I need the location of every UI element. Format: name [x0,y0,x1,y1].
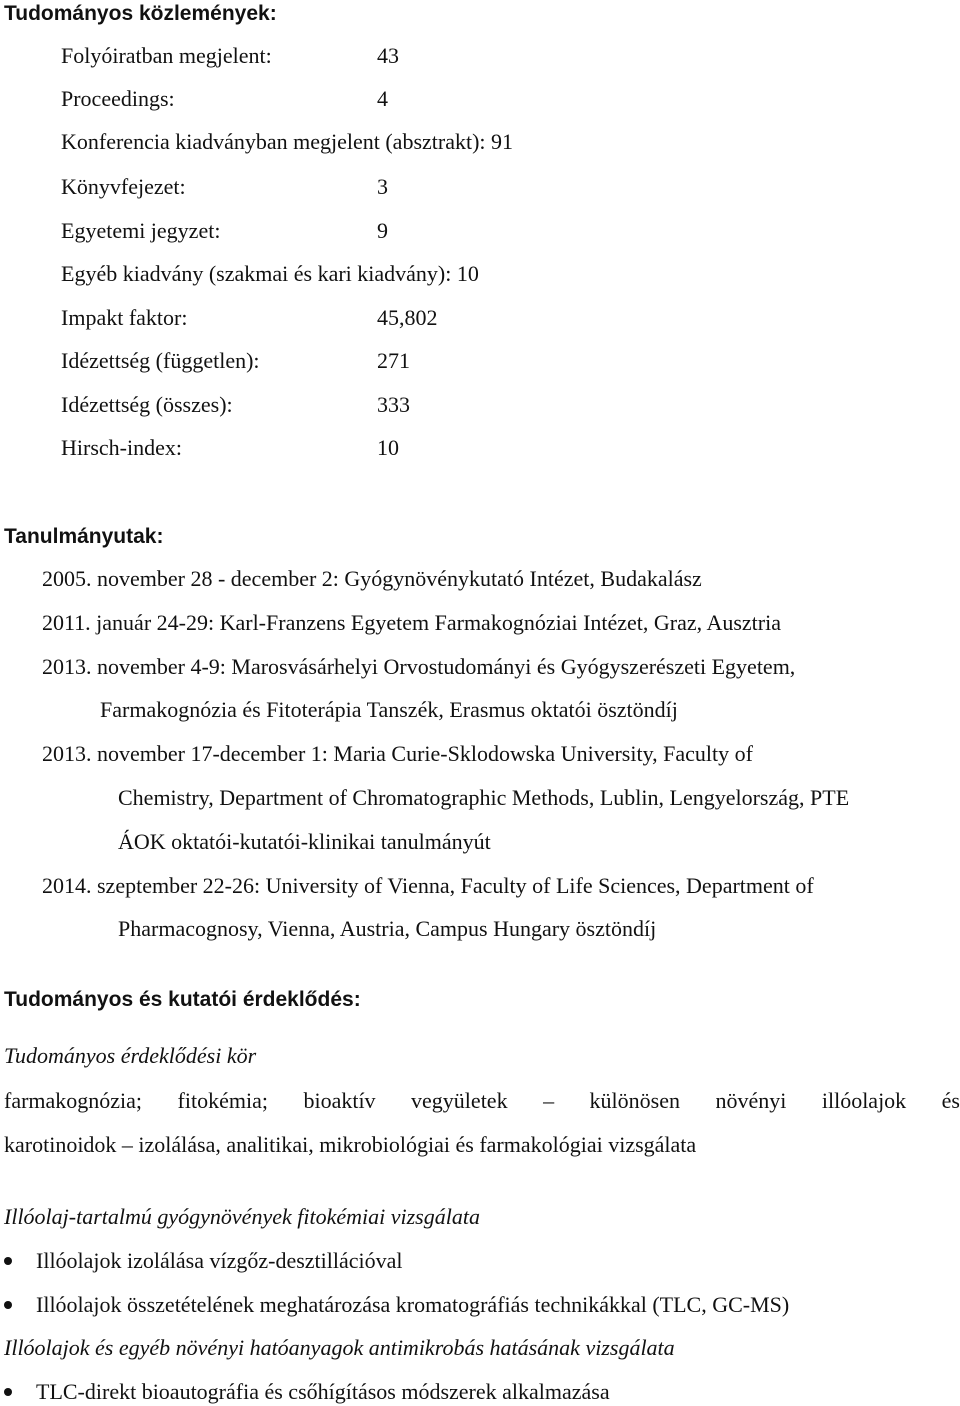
bullet-dot-icon [4,1257,12,1265]
interests-line-1 [4,1090,960,1112]
bullet-text-3: TLC-direkt bioautográfia és csőhígításos módszerek alkalmazása [36,1379,610,1404]
pub-value-7: 45,802 [377,305,438,330]
study-trip-line-5: 2013. november 17-december 1: Maria Curie-Sklodowska University, Faculty of [42,741,753,766]
study-trips-heading: Tanulmányutak: [4,525,164,548]
study-trip-line-6: Chemistry, Department of Chromatographic Methods, Lublin, Lengyelország, PTE [118,785,850,810]
interests-subheading-3: Illóolajok és egyéb növényi hatóanyagok antimikrobás hatásának vizsgálata [4,1335,675,1360]
interests-line-2: karotinoidok – izolálása, analitikai, mikrobiológiai és farmakológiai vizsgálata [4,1132,697,1157]
interests-subheading-1: Tudományos érdeklődési kör [4,1043,257,1068]
study-trip-line-9: Pharmacognosy, Vienna, Austria, Campus Hungary ösztöndíj [118,916,657,941]
study-trip-line-1: 2005. november 28 - december 2: Gyógynövénykutató Intézet, Budakalász [42,566,702,591]
pub-value-2: 4 [377,86,388,111]
bullet-dot-icon [4,1388,12,1396]
interest-word-9: és [941,1088,960,1113]
publications-heading: Tudományos közlemények: [4,2,277,25]
interests-heading: Tudományos és kutatói érdeklődés: [4,988,361,1011]
pub-value-10: 10 [377,435,399,460]
pub-value-4: 3 [377,174,388,199]
bullet-item-3 [4,1381,610,1403]
bullet-dot-icon [4,1301,12,1309]
pub-label-2: Proceedings: [61,86,175,111]
pub-label-6: Egyéb kiadvány (szakmai és kari kiadvány): 10 [61,261,479,286]
study-trip-line-8: 2014. szeptember 22-26: University of Vienna, Faculty of Life Sciences, Department of [42,873,814,898]
pub-label-4: Könyvfejezet: [61,174,186,199]
interests-subheading-2: Illóolaj-tartalmú gyógynövények fitokémiai vizsgálata [4,1204,480,1229]
pub-label-9: Idézettség (összes): [61,392,233,417]
interest-word-2: fitokémia; [177,1088,268,1113]
pub-label-8: Idézettség (független): [61,348,260,373]
interest-word-1: farmakognózia; [4,1088,143,1113]
pub-label-1: Folyóiratban megjelent: [61,43,272,68]
pub-label-3: Konferencia kiadványban megjelent (absztrakt): 91 [61,129,514,154]
study-trip-line-4: Farmakognózia és Fitoterápia Tanszék, Erasmus oktatói ösztöndíj [100,697,678,722]
pub-label-10: Hirsch-index: [61,435,182,460]
interest-word-4: vegyületek [411,1088,508,1113]
bullet-item-1 [4,1250,403,1272]
pub-value-8: 271 [377,348,410,373]
bullet-text-1: Illóolajok izolálása vízgőz-desztillációval [36,1248,403,1273]
study-trip-line-7: ÁOK oktatói-kutatói-klinikai tanulmányút [118,829,491,854]
pub-value-1: 43 [377,43,399,68]
interest-word-7: növényi [715,1088,787,1113]
pub-label-7: Impakt faktor: [61,305,188,330]
bullet-text-2: Illóolajok összetételének meghatározása kromatográfiás technikákkal (TLC, GC-MS) [36,1292,790,1317]
bullet-item-2 [4,1294,789,1316]
pub-value-9: 333 [377,392,410,417]
interest-word-8: illóolajok [821,1088,907,1113]
study-trip-line-3: 2013. november 4-9: Marosvásárhelyi Orvostudományi és Gyógyszerészeti Egyetem, [42,654,796,679]
interest-word-6: különösen [589,1088,680,1113]
pub-value-5: 9 [377,218,388,243]
interest-word-5: – [543,1088,555,1113]
study-trip-line-2: 2011. január 24-29: Karl-Franzens Egyetem Farmakognóziai Intézet, Graz, Ausztria [42,610,781,635]
pub-label-5: Egyetemi jegyzet: [61,218,221,243]
interest-word-3: bioaktív [303,1088,376,1113]
